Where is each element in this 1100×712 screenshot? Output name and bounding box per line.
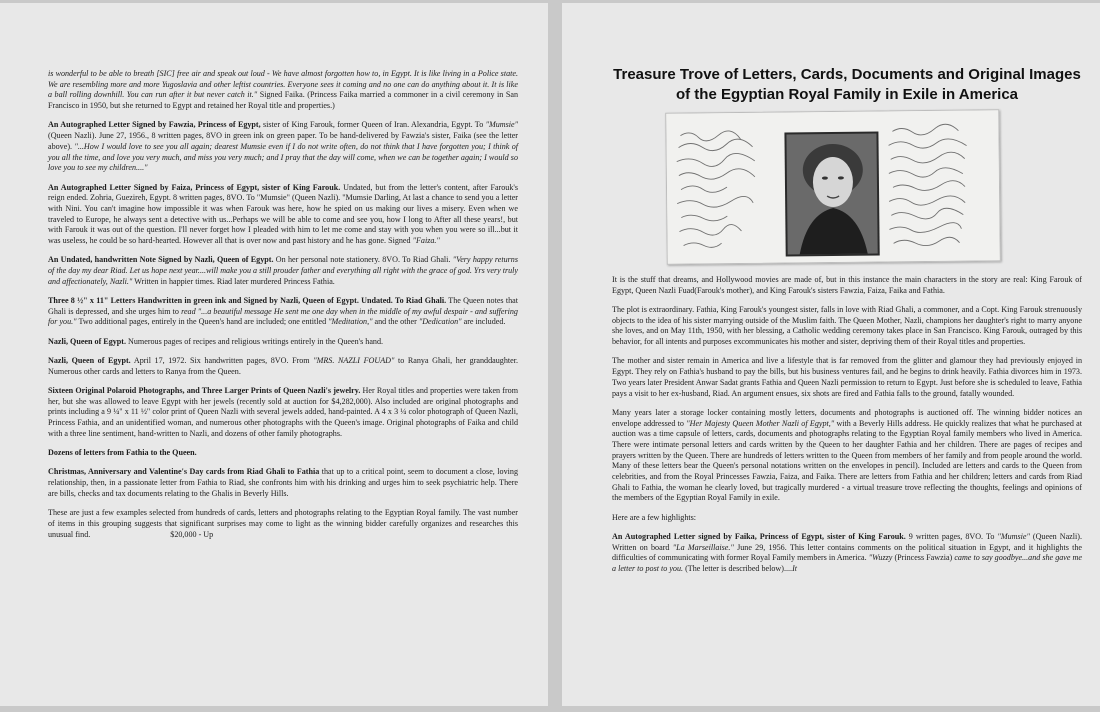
exile-paragraph: The mother and sister remain in America and live a lifestyle that is far removed from the glitter and glamour they had previously enjoyed in Egypt. They rely on Fathia's husband to pay the bills, but his business ventures fail, and he begins to drink heavily. Fathia divorces him in 1973. Two years later President Anwar Sadat grants Fathia and Queen Nazli permission to return to Egypt. Just before she is scheduled to leave, Fathia pays a visit to her ex-husband, Riad. An argument ensues, six shots are fired and Fathia falls to the ground, fatally wounded. [612,356,1082,398]
page-title: Treasure Trove of Letters, Cards, Documents and Original Images of the Egyptian Royal Family in Exile in America [613,66,1081,103]
closing-summary: These are just a few examples selected from hundreds of cards, letters and photographs relating to the Egyptian Royal family. The vast number of items in this grouping suggests that significant surprises may come to light as the winning bidder carefully organizes and researches this unusual find. $20,000 - Up [48,508,518,539]
polaroid-photographs-entry: Sixteen Original Polaroid Photographs, and Three Larger Prints of Queen Nazli's jewelry. Her Royal titles and properties were taken from her, but she was allowed to leave Egypt with her jewels (recently sold at auction for $4,282,000). Also included are original photographs and prints including a 9 ¼" x 11 ½" color print of Queen Nazli with several jewels added, hand-painted. A 4 x 3 ¼ color photograph of Queen Nazli, Princess Fathia, and an unidentified woman, and numerous other photographs with the Queen's image. Original photographs of Faika and child with a three line sentiment, hand-written to Nazli, and dozens of other family photographs. [48,386,518,438]
faika-letter-entry: An Autographed Letter signed by Faika, Princess of Egypt, sister of King Farouk. 9 written pages, 8VO. To "Mumsie" (Queen Nazli). Written on board "La Marseillaise." June 29, 1956. This letter contains comments on the political situation in Egypt, and it highlights the difficulties of communicating with former Royal Family members in America. "Wuzzy (Princess Fawzia) came to say goodbye...and she gave me a letter to post to you. (The letter is described below)....It [612,532,1082,574]
nazli-note-entry: An Undated, handwritten Note Signed by Nazli, Queen of Egypt. On her personal note stationery. 8VO. To Riad Ghali. "Very happy returns of the day my dear Riad. Let us hope next year....will make you a still prouder father and everything all right with the grace of god. Yrs very truly and affectionately, Nazli." Written in happier times. Riad later murdered Princess Fathia. [48,255,518,286]
faiza-letter-entry: An Autographed Letter Signed by Faiza, Princess of Egypt, sister of King Farouk. Undated, but from the letter's content, after Farouk's reign ended. Zohria, Guezireh, Egypt. 8 written pages, 8VO. To "Mumsie" (Queen Nazli). "Mumsie Darling, At last a chance to send you a letter with Nini. You can't imagine how impossible it was when Farouk was here, how he spied on us making our lives a misery. Even when we traveled to Europe, he always sent a detective with us...Perhaps we will be able to come and see you, how I long to After all these years!, but with Farouk it was out of the question. I'll never forget how I pleaded with him to let me come and stay with you when you were so ill...but it was useless, he could be so hard-hearted. However all that is over now and past history and he has gone. Signed "Faiza." [48,182,518,246]
storage-locker-paragraph: Many years later a storage locker containing mostly letters, documents and photographs is auctioned off. The winning bidder notices an envelope addressed to "Her Majesty Queen Mother Nazli of Egypt," with a Beverly Hills address. He quickly realizes that what he purchased at auction was a time capsule of letters, cards, documents and photographs relating to the Egyptian Royal family members who lived in America. There were intimate personal letters and cards written by the Queen to her daughter Fathia and her children. There are pages of recipes and prayers written by the Queen. There are hundreds of letters written to the Queen from members of her family and from people around the world. Many of these letters bear the Queen's personal notations written on the envelopes in pencil). Included are letters and cards to the Queen from celebrities, and from the Royal Princesses Fawzia, Faiza, and Faika. There are letters from Fathia and her children; letters and cards from Riad Ghali to Fathia, the woman he clearly loved, but tragically murdered - a virtual treasure trove reflecting the thoughts, feelings and opinions of the members of the Egyptian Royal Family in exile. [612,407,1082,503]
fawzia-letter-entry: An Autographed Letter Signed by Fawzia, Princess of Egypt, sister of King Farouk, former Queen of Iran. Alexandria, Egypt. To "Mumsie" (Queen Nazli). June 27, 1956., 8 written pages, 8VO in green ink on green paper. To be hand-delivered by Fawzia's sister, Faika (see the letter above). "...How I would love to see you all again; dearest Mumsie even if I do not write often, do not think that I have forgotten you; I think of you all the time, and love you very much, and miss you very much; and I pray that the day will come, when we can be together again; I would so love you to see my children...." [48,120,518,173]
right-document-page [562,3,1100,706]
left-document-page [0,3,548,706]
plot-paragraph: The plot is extraordinary. Fathia, King Farouk's youngest sister, falls in love with Riad Ghali, a commoner, and a Copt. King Farouk strenuously objects to the idea of his sister marrying outside of the Muslim faith. The Queen Mother, Nazli, champions her daughter's right to marry anyone she loves, and on May 11th, 1950, with her blessing, a Catholic wedding ceremony takes place in San Francisco. King Farouk, outraged by this behavior, for all intents and purposes excommunicates his mother and sister, depriving them of their Royal titles and properties. [612,305,1082,347]
fathia-letters-entry: Dozens of letters from Fathia to the Queen. [48,448,197,458]
estimate-price: $20,000 - Up [170,529,214,539]
highlights-heading: Here are a few highlights: [612,512,697,522]
faika-letter-continuation: is wonderful to be able to breath [SIC] free air and speak out loud - We have almost forgotten how to, in Egypt. It is like living in a Police state. We are resembling more and more Yugoslavia and other leftist countries. Everyone sees it coming and no one can do anything about it. It is like a ball rolling downhill. You can run after it but never catch it." Signed Faika. (Princess Faika married a commoner in a civil ceremony in San Francisco in 1950, but she returned to Egypt and retained her Royal title and properties.) [48,69,519,111]
nazli-three-letters-entry: Three 8 ½" x 11" Letters Handwritten in green ink and Signed by Nazli, Queen of Egypt. Undated. To Riad Ghali. The Queen notes that Ghali is depressed, and she urges him to read "...a beautiful message He sent me one day when in the middle of my awful despair - and suffering for you." Two additional pages, entirely in the Queen's hand are included; one entitled "Meditation," and the other "Dedication" are included. [48,296,518,327]
riad-ghali-cards-entry: Christmas, Anniversary and Valentine's Day cards from Riad Ghali to Fathia that up to a critical point, seem to document a close, loving relationship, then, in a passionate letter from Fathia to Riad, she confronts him with his drinking and urges him to seek psychiatric help. There are bills, checks and tax documents relating to the Ghalis in Beverly Hills. [48,467,518,498]
nazli-1972-letters-entry: Nazli, Queen of Egypt. April 17, 1972. Six handwritten pages, 8VO. From "MRS. NAZLI FOUAD" to Ranya Ghali, her granddaughter. Numerous other cards and letters to Ranya from the Queen. [48,356,518,376]
nazli-recipes-entry: Nazli, Queen of Egypt. Numerous pages of recipes and religious writings entirely in the Queen's hand. [48,336,384,346]
photo-collage-graphic [666,110,1000,263]
intro-paragraph: It is the stuff that dreams, and Hollywood movies are made of, but in this instance the main characters in the story are real: King Farouk of Egypt, Queen Nazli Fuad(Farouk's mother), and King Farouk's sisters Fawzia, Faiza, Faika and Fathia. [612,275,1082,295]
letters-and-portrait-photo [665,109,1001,264]
queen-portrait-photo [784,132,879,257]
